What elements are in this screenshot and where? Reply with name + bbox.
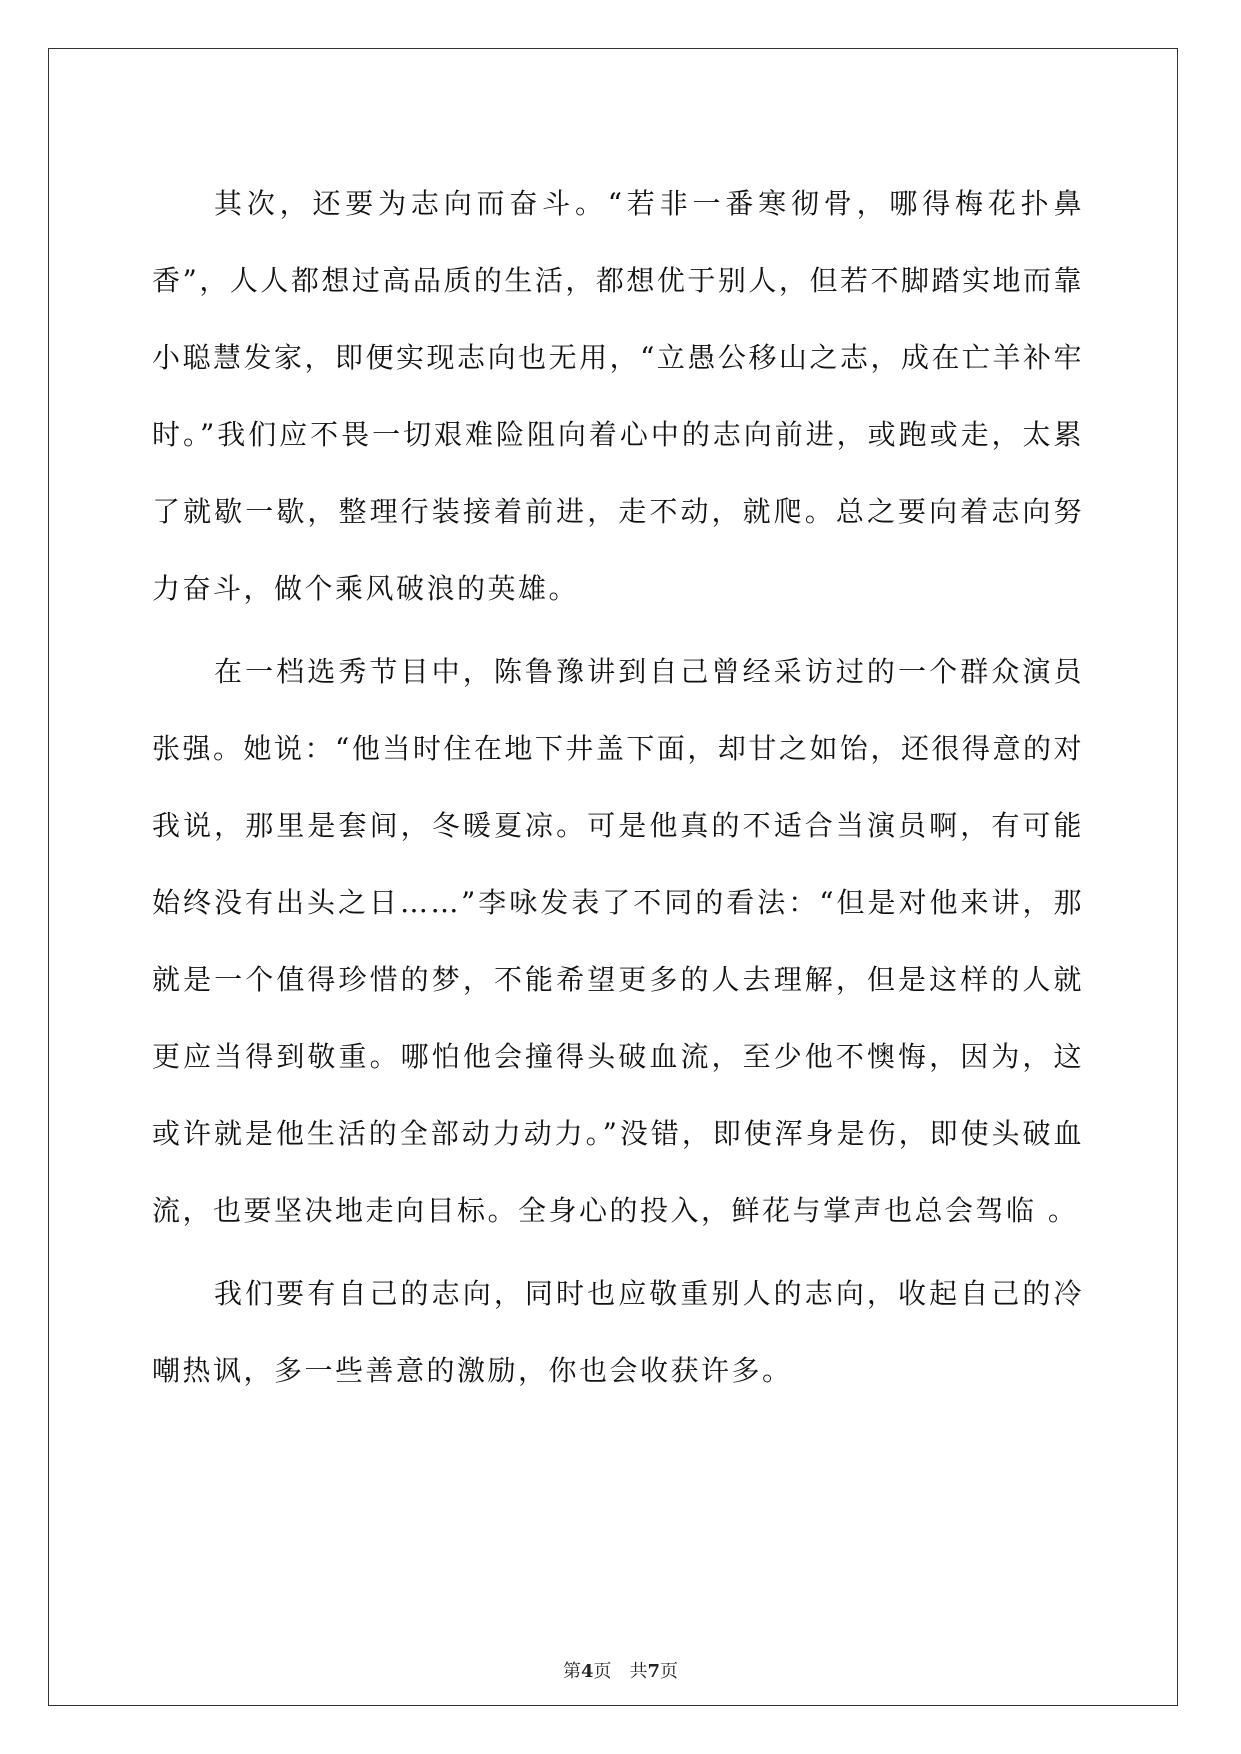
paragraph-2: 在一档选秀节目中，陈鲁豫讲到自己曾经采访过的一个群众演员张强。她说：“他当时住在地下井盖下面，却甘之如饴，还很得意的对我说，那里是套间，冬暖夏凉。可是他真的不适合当演员啊，有可能始终没有出头之日……”李咏发表了不同的看法：“但是对他来讲，那就是一个值得珍惜的梦，不能希望更多的人去理解，但是这样的人就更应当得到敬重。哪怕他会撞得头破血流，至少他不懊悔，因为，这或许就是他生活的全部动力动力。”没错，即使浑身是伤，即使头破血流，也要坚决地走向目标。全身心的投入，鲜花与掌声也总会驾临 。: [152, 655, 1084, 1227]
paragraph-1: 其次，还要为志向而奋斗。“若非一番寒彻骨，哪得梅花扑鼻香”，人人都想过高品质的生活，都想优于别人，但若不脚踏实地而靠小聪慧发家，即便实现志向也无用，“立愚公移山之志，成在亡羊补牢时。”我们应不畏一切艰难险阻向着心中的志向前进，或跑或走，太累了就歇一歇，整理行装接着前进，走不动，就爬。总之要向着志向努力奋斗，做个乘风破浪的英雄。: [152, 187, 1084, 605]
total-page-number: 7: [647, 1661, 661, 1682]
page-footer: [0, 1657, 1241, 1683]
page-suffix: 页: [593, 1661, 612, 1682]
page-prefix: 第: [562, 1661, 581, 1682]
current-page-number: 4: [580, 1661, 594, 1682]
document-body: [152, 165, 1084, 1409]
total-suffix: 页: [660, 1661, 679, 1682]
paragraph-3: 我们要有自己的志向，同时也应敬重别人的志向，收起自己的冷嘲热讽，多一些善意的激励，你也会收获许多。: [152, 1277, 1084, 1387]
total-prefix: 共: [629, 1661, 648, 1682]
